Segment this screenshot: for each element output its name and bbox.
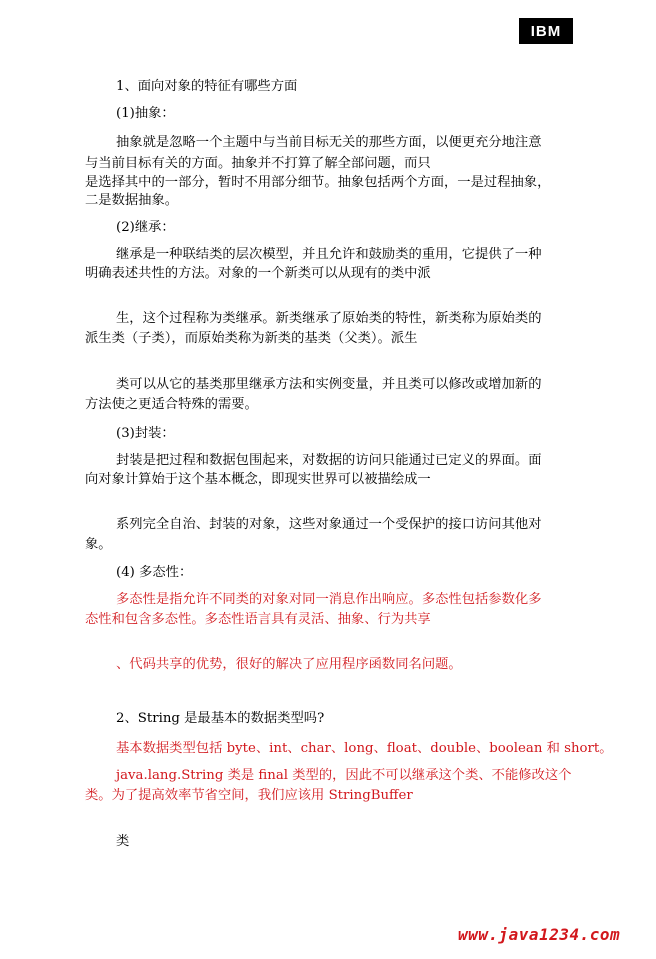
text-line: (3)封装：	[116, 426, 175, 441]
text-line: 继承是一种联结类的层次模型，并且允许和鼓励类的重用，它提供了一种	[116, 247, 542, 262]
text-line: (4) 多态性：	[116, 565, 193, 580]
text-line: java.lang.String 类是 final 类型的，因此不可以继承这个类、不能修改这个	[116, 768, 572, 783]
text-line: 是选择其中的一部分，暂时不用部分细节。抽象包括两个方面，一是过程抽象，	[85, 175, 551, 190]
text-line: 抽象就是忽略一个主题中与当前目标无关的那些方面，以便更充分地注意	[116, 135, 542, 150]
text-line: (1)抽象：	[116, 106, 175, 121]
text-line: 、代码共享的优势，很好的解决了应用程序函数同名问题。	[116, 657, 462, 672]
ibm-logo: IBM	[519, 18, 573, 44]
text-line: 类。为了提高效率节省空间，我们应该用 StringBuffer	[85, 788, 413, 803]
text-line: 封装是把过程和数据包围起来，对数据的访问只能通过已定义的界面。面	[116, 453, 542, 468]
text-line: 向对象计算始于这个基本概念，即现实世界可以被描绘成一	[85, 472, 431, 487]
text-line: 类	[116, 834, 130, 849]
text-line: 方法使之更适合特殊的需要。	[85, 397, 258, 412]
text-line: 2、String 是最基本的数据类型吗?	[116, 711, 325, 726]
text-line: 象。	[85, 537, 112, 552]
text-line: 多态性是指允许不同类的对象对同一消息作出响应。多态性包括参数化多	[116, 592, 542, 607]
text-line: (2)继承：	[116, 220, 175, 235]
text-line: 基本数据类型包括 byte、int、char、long、float、double、boolean 和 short。	[116, 741, 613, 756]
text-line: 二是数据抽象。	[85, 193, 179, 208]
text-line: 类可以从它的基类那里继承方法和实例变量，并且类可以修改或增加新的	[116, 377, 542, 392]
text-line: 与当前目标有关的方面。抽象并不打算了解全部问题，而只	[85, 156, 431, 171]
text-line: 态性和包含多态性。多态性语言具有灵活、抽象、行为共享	[85, 612, 431, 627]
text-line: 明确表述共性的方法。对象的一个新类可以从现有的类中派	[85, 266, 431, 281]
footer-url: www.java1234.com	[458, 925, 621, 944]
text-line: 派生类（子类），而原始类称为新类的基类（父类）。派生	[85, 331, 418, 346]
text-line: 生，这个过程称为类继承。新类继承了原始类的特性，新类称为原始类的	[116, 311, 542, 326]
text-line: 1、面向对象的特征有哪些方面	[116, 79, 298, 94]
text-line: 系列完全自治、封装的对象，这些对象通过一个受保护的接口访问其他对	[116, 517, 542, 532]
